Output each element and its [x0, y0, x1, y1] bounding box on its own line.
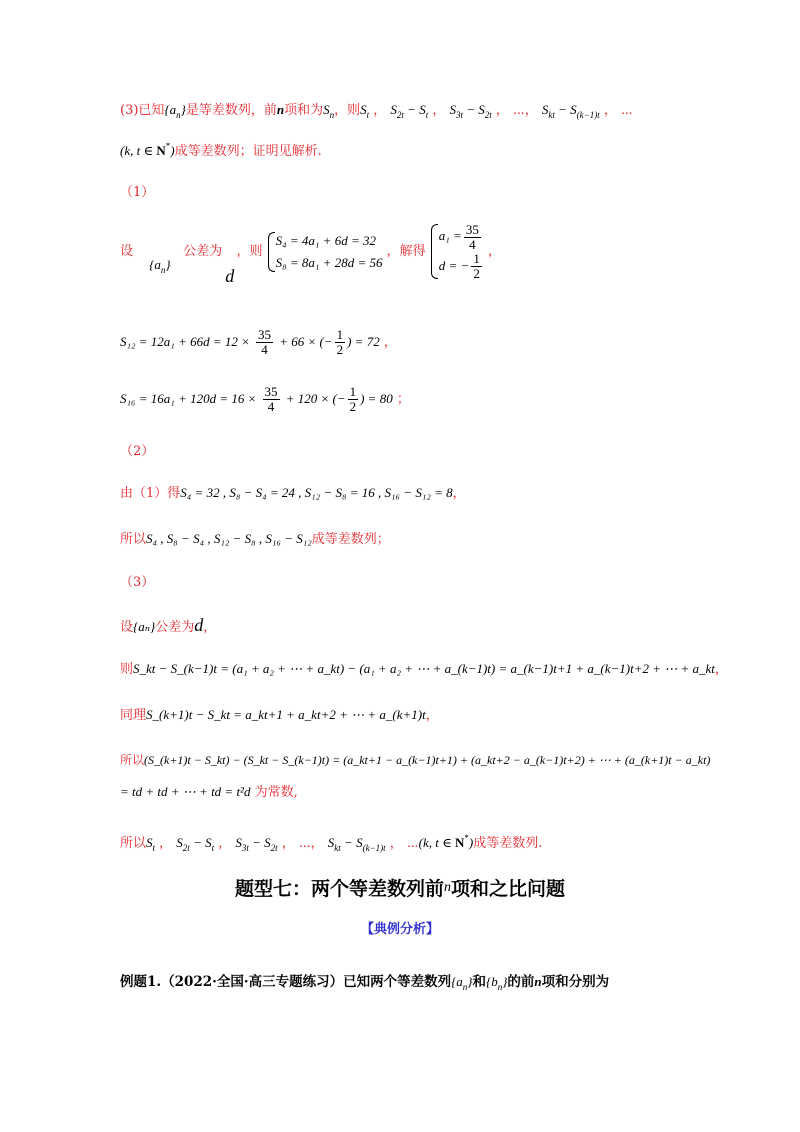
solution-2-conclusion: 所以S₄ , S₈ − S₄ , S₁₂ − S₈ , S₁₆ − S₁₂成等差数列；: [120, 531, 390, 547]
solution-3-same: 同理S_(k+1)t − S_kt = a_kt+1 + a_kt+2 + ⋯ + a_(k+1)t，: [120, 707, 439, 723]
section-heading: 题型七：两个等差数列前$^n$项和之比问题: [234, 878, 566, 900]
statement-line-1: (3)已知$\{a_n\}$是等差数列，前n项和为$S_n$，则$S_t$ ， $S_{2t} - S_t$ ， $S_{3t} - S_{2t}$ ， ⋯， $S_{kt} - S_{(k-1)t}$ ， ⋯: [120, 102, 633, 120]
solution-3-final: 所以$S_t$ ， $S_{2t} - S_t$ ， $S_{3t} - S_{2t}$ ， ⋯， $S_{kt} - S_{(k-1)t}$ ， ⋯(k, t ∈ N*)成等差数列.: [120, 833, 543, 853]
s12-line: S₁₂ = 12a₁ + 66d = 12 × $\frac{35}{4}$ + 66 × (− $\frac{1}{2}$ ) = 72 ，: [120, 327, 397, 357]
label-part-2: （2）: [120, 444, 155, 459]
solution-3-so: 所以(S_(k+1)t − S_kt) − (S_kt − S_(k−1)t) = (a_kt+1 − a_(k−1)t+1) + (a_kt+2 − a_(k−1)t+2) + ⋯ + (a_(k+1)t − a_kt): [120, 753, 711, 767]
example-analysis-heading: 【典例分析】: [360, 922, 439, 937]
statement-line-2: (k, t ∈ N*)成等差数列；证明见解析.: [120, 141, 322, 159]
solution-2-values: 由（1）得S₄ = 32 , S₈ − S₄ = 24 , S₁₂ − S₈ = 16 , S₁₆ − S₁₂ = 8，: [120, 485, 466, 501]
solution-system: a₁ = $\frac{35}{4}$ d = − $\frac{1}{2}$: [430, 222, 484, 281]
label-part-3: （3）: [120, 575, 155, 590]
label-part-1: （1）: [120, 185, 155, 200]
equation-system: S₄ = 4a₁ + 6d = 32 S₈ = 8a₁ + 28d = 56: [267, 230, 383, 274]
solution-3-setup: 设{aₙ}公差为d，: [120, 615, 217, 635]
solution-3-td: = td + td + ⋯ + td = t²d 为常数,: [120, 784, 298, 800]
example-1: 例题1.（2022·全国·高三专题练习）已知两个等差数列$\{a_n\}$和$\{b_n\}$的前n项和分别为: [120, 974, 610, 992]
statement-prefix: (3)已知: [120, 103, 165, 118]
s16-line: S₁₆ = 16a₁ + 120d = 16 × $\frac{35}{4}$ + 120 × (− $\frac{1}{2}$ ) = 80 ；: [120, 384, 410, 414]
solution-1-setup: 设 $\{a_n\}$ 公差为 d ，则 S₄ = 4a₁ + 6d = 32 S₈ = 8a₁ + 28d = 56 ，解得 a₁ = $\frac{35}{4}$ d = − $\frac{1}{2}$ ，: [120, 221, 501, 286]
solution-3-then: 则S_kt − S_(k−1)t = (a₁ + a₂ + ⋯ + a_kt) − (a₁ + a₂ + ⋯ + a_(k−1)t) = a_(k−1)t+1 + a_(k−1)t+2 + ⋯ + a_kt，: [120, 661, 728, 677]
